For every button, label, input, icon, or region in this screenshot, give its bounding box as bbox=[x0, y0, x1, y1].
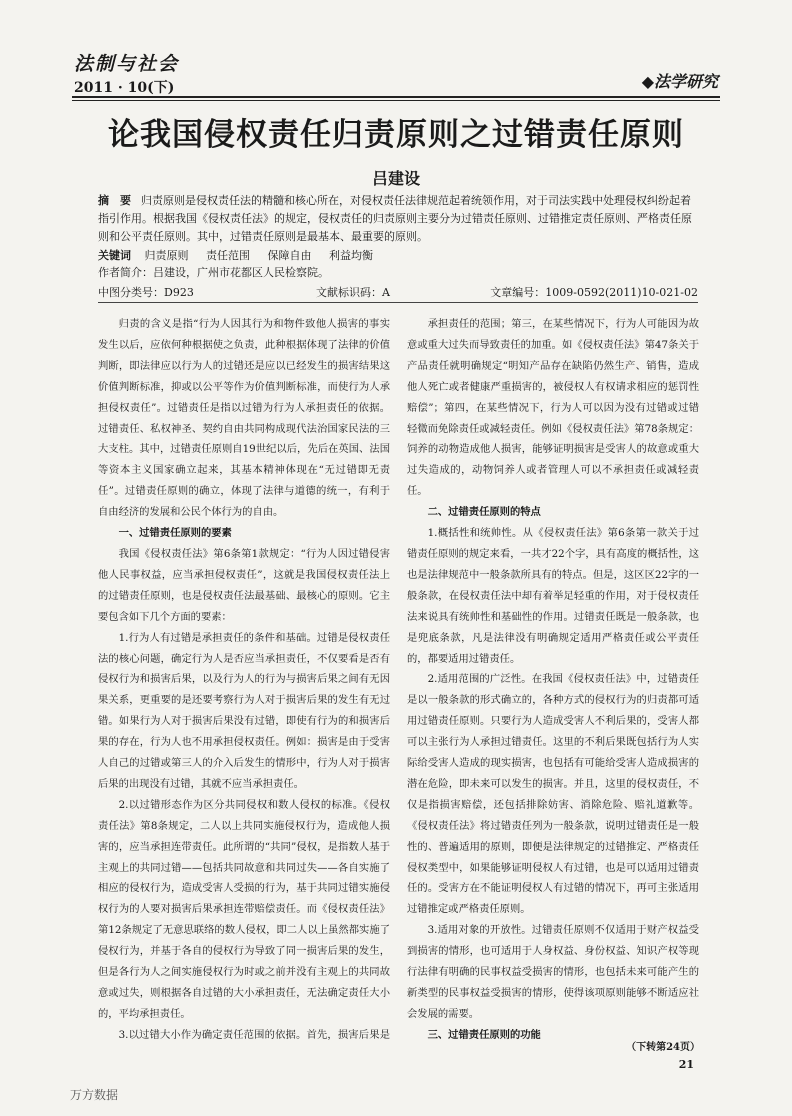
article-author: 吕建设 bbox=[371, 169, 420, 188]
abstract bbox=[98, 192, 698, 246]
keyword: 归责原则 bbox=[144, 249, 189, 262]
section-heading: 二、过错责任原则的特点 bbox=[427, 506, 541, 519]
section-heading: 一、过错责任原则的要素 bbox=[118, 527, 232, 540]
paragraph: 1.概括性和统帅性。从《侵权责任法》第6条第一款关于过错责任原则的规定来看，一共才22个字，具有高度的概括性，这也是法律规范中一般条款所具有的特点。但是，这区区22字的一般条款，在侵权责任法中却有着举足轻重的作用，对于侵权责任法来说具有统帅性和基础性的作用。过错责任既是一般条款，也是兜底条款，凡是法律没有明确规定适用严格责任或公平责任的，都要适用过错责任。 bbox=[407, 527, 699, 665]
right-column bbox=[407, 314, 699, 1042]
journal-name: 法制与社会 bbox=[74, 53, 180, 75]
clc-number: 中图分类号：D923 bbox=[98, 286, 194, 299]
section-heading: 三、过错责任原则的功能 bbox=[427, 1028, 541, 1041]
section-label: ◆法学研究 bbox=[641, 72, 718, 91]
paragraph: 归责的含义是指“行为人因其行为和物件致他人损害的事实发生以后，应依何种根据使之负责，此种根据体现了法律的价值判断，即法律应以行为人的过错还是应以已经发生的损害结果这价值判断标准，抑或以公平等作为价值判断标准，而使行为人承担侵权责任”。过错责任是指以过错为行为人承担责任的依据。过错责任、私权神圣、契约自由共同构成现代法治国家民法的三大支柱。其中，过错责任原则自19世纪以后，先后在英国、法国等资本主义国家确立起来，其基本精神体现在“无过错即无责任”。过错责任原则的确立，体现了法律与道德的统一，有利于自由经济的发展和公民个体行为的自由。 bbox=[98, 318, 390, 519]
keyword: 责任范围 bbox=[206, 249, 250, 262]
classification-line bbox=[98, 284, 698, 302]
watermark: 万方数据 bbox=[70, 1088, 119, 1102]
paragraph: 我国《侵权责任法》第6条第1款规定：“行为人因过错侵害他人民事权益，应当承担侵权责任”，这就是我国侵权责任法上的过错责任原则，也是侵权责任法最基础、最核心的原则。它主要包含如下几个方面的要素： bbox=[98, 547, 390, 623]
author-bio: 作者简介：吕建设，广州市花都区人民检察院。 bbox=[98, 266, 329, 279]
paragraph: 1.行为人有过错是承担责任的条件和基础。过错是侵权责任法的核心问题，确定行为人是否应当承担责任，不仅要看是否有侵权行为和损害后果，以及行为人的行为与损害后果之间有无因果关系，更重要的是还要考察行为人对于损害后果的发生有无过错。如果行为人对于损害后果没有过错，即使有行为的和损害后果的存在，行为人也不用承担侵权责任。例如：损害是由于受害人自己的过错或第三人的介入后发生的情形中，行为人对于损害后果的出现没有过错，其就不应当承担责任。 bbox=[98, 631, 390, 790]
keywords bbox=[98, 247, 698, 264]
keyword: 保障自由 bbox=[267, 249, 312, 262]
header-rule-thin bbox=[72, 100, 720, 101]
paragraph: 2.以过错形态作为区分共同侵权和数人侵权的标准。《侵权责任法》第8条规定，二人以上共同实施侵权行为，造成他人损害的，应当承担连带责任。此所谓的“共同”侵权，是指数人基于主观上的共同过错——包括共同故意和共同过失——各自实施了相应的侵权行为，造成受害人受损的行为，基于共同过错实施侵权行为的人要对损害后果承担连带赔偿责任。而《侵权责任法》第12条规定了无意思联络的数人侵权，即二人以上虽然都实施了侵权行为，并基于各自的侵权行为导致了同一损害后果的发生，但是各行为人之间实施侵权行为时或之前并没有主观上的共同故意或过失，则根据各自过错的大小承担责任，无法确定责任大小的，平均承担责任。 bbox=[98, 798, 390, 1020]
paragraph: 3.以过错大小作为确定责任范围的依据。首先，损害后果是 bbox=[118, 1028, 390, 1041]
keywords-label: 关键词 bbox=[98, 249, 131, 262]
issue-label: 2011 · 10(下) bbox=[74, 80, 175, 96]
abstract-text: 归责原则是侵权责任法的精髓和核心所在，对侵权责任法律规范起着统领作用，对于司法实践中处理侵权纠纷起着指引作用。根据我国《侵权责任法》的规定，侵权责任的归责原则主要分为过错责任原则、过错推定责任原则、严格责任原则和公平责任原则。其中，过错责任原则是最基本、最重要的原则。 bbox=[98, 194, 692, 243]
article-number: 文章编号：1009-0592(2011)10-021-02 bbox=[490, 286, 698, 299]
paragraph: 2.适用范围的广泛性。在我国《侵权责任法》中，过错责任是以一般条款的形式确立的，各种方式的侵权行为的归责都可适用过错责任原则。只要行为人造成受害人不利后果的，受害人都可以主张行为人承担过错责任。这里的不利后果既包括行为人实际给受害人造成的现实损害，也包括有可能给受害人造成损害的潜在危险，即未来可以发生的损害。并且，这里的侵权责任，不仅是指损害赔偿，还包括排除妨害、消除危险、赔礼道歉等。《侵权责任法》将过错责任列为一般条款，说明过错责任是一般性的、普遍适用的原则，即便是法律规定的过错推定、严格责任侵权类型中，如果能够证明侵权人有过错，也是可以适用过错责任的。受害方在不能证明侵权人有过错的情况下，再可主张适用过错推定或严格责任原则。 bbox=[407, 673, 699, 916]
paragraph: 3.适用对象的开放性。过错责任原则不仅适用于财产权益受到损害的情形，也可适用于人身权益、身份权益、知识产权等现行法律有明确的民事权益受损害的情形，也包括未来可能产生的新类型的民事权益受损害的情形，使得该项原则能够不断适应社会发展的需要。 bbox=[407, 924, 699, 1020]
abstract-label: 摘 要 bbox=[98, 194, 131, 207]
meta-rule bbox=[98, 302, 698, 303]
left-column bbox=[98, 314, 390, 1042]
article-title: 论我国侵权责任归责原则之过错责任原则 bbox=[108, 117, 684, 153]
document-code: 文献标识码：A bbox=[316, 286, 390, 299]
header-rule bbox=[72, 96, 720, 98]
page-number: 21 bbox=[678, 1058, 694, 1071]
continued-note: （下转第24页） bbox=[626, 1042, 700, 1053]
keyword: 利益均衡 bbox=[329, 249, 373, 262]
paragraph: 承担责任的范围；第三，在某些情况下，行为人可能因为故意或重大过失而导致责任的加重。如《侵权责任法》第47条关于产品责任就明确规定“明知产品存在缺陷仍然生产、销售，造成他人死亡或者健康严重损害的，被侵权人有权请求相应的惩罚性赔偿”；第四，在某些情况下，行为人可以因为没有过错或过错轻微而免除责任或减轻责任。例如《侵权责任法》第78条规定：饲养的动物造成他人损害，能够证明损害是受害人的故意或重大过失造成的，动物饲养人或者管理人可以不承担责任或减轻责任。 bbox=[407, 318, 699, 498]
